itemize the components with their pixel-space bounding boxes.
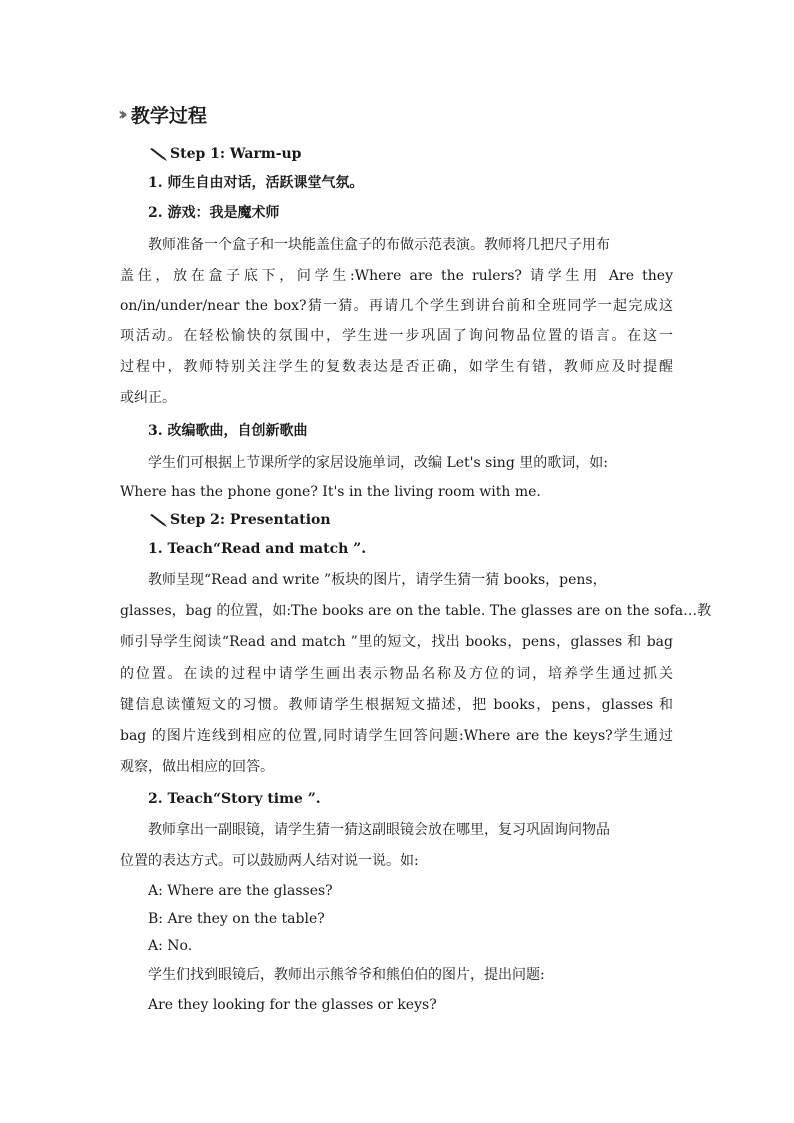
step2-para1-line7: 观察，做出相应的回答。 — [120, 759, 274, 775]
step2-para2-line2: 位置的表达方式。可以鼓励两人结对说一说。如: — [120, 853, 419, 869]
step2-heading-text: Step 2: Presentation — [170, 512, 331, 528]
step1-para1-line1: 教师准备一个盒子和一块能盖住盒子的布做示范表演。教师将几把尺子用布 — [148, 237, 610, 253]
pencil-icon — [148, 146, 168, 162]
dialog-line-2: B: Are they on the table? — [148, 911, 325, 927]
step1-item1: 1. 师生自由对话，活跃课堂气氛。 — [148, 175, 364, 191]
step2-para1-line6: bag 的图片连线到相应的位置,同时请学生回答问题:Where are the keys?学生通过 — [120, 728, 673, 744]
step2-question: Are they looking for the glasses or keys? — [148, 997, 437, 1013]
step1-para1-line6: 或纠正。 — [120, 390, 176, 406]
step2-teach1: 1. Teach“Read and match ”. — [148, 541, 367, 557]
step2-para2-line1: 教师拿出一副眼镜，请学生猜一猜这副眼镜会放在哪里，复习巩固询问物品 — [148, 822, 610, 838]
section-title — [118, 100, 207, 128]
step1-para1-line2: 盖住，放在盒子底下，问学生:Where are the rulers? 请学生用 Are they — [120, 268, 673, 284]
step1-heading — [148, 144, 301, 164]
double-chevron-icon: ›› — [118, 103, 123, 125]
step2-para1-line1: 教师呈现“Read and write ”板块的图片，请学生猜一猜 books，pens， — [148, 572, 607, 588]
pencil-icon — [148, 512, 168, 528]
step2-para1-line3: 师引导学生阅读“Read and match ”里的短文，找出 books，pens，glasses 和 bag — [120, 634, 673, 650]
dialog-line-1: A: Where are the glasses? — [148, 883, 333, 899]
step1-heading-text: Step 1: Warm-up — [170, 146, 302, 162]
step1-item2: 2. 游戏：我是魔术师 — [148, 205, 280, 221]
step2-para1-line4: 的位置。在读的过程中请学生画出表示物品名称及方位的词，培养学生通过抓关 — [120, 666, 673, 682]
step2-heading — [148, 510, 331, 530]
step1-item3: 3. 改编歌曲，自创新歌曲 — [148, 423, 308, 439]
dialog-line-3: A: No. — [148, 938, 193, 954]
step2-para3: 学生们找到眼镜后，教师出示熊爷爷和熊伯伯的图片，提出问题: — [148, 967, 545, 983]
step1-para2-line2: Where has the phone gone? It's in the living room with me. — [120, 484, 541, 500]
step1-para1-line3: on/in/under/near the box?猜一猜。再请几个学生到讲台前和全班同学一起完成这 — [120, 298, 673, 314]
section-title-text: 教学过程 — [130, 104, 207, 127]
step1-para1-line4: 项活动。在轻松愉快的氛围中，学生进一步巩固了询问物品位置的语言。在这一 — [120, 328, 673, 344]
step2-para1-line5: 键信息读懂短文的习惯。教师请学生根据短文描述，把 books，pens，glasses 和 — [120, 697, 673, 713]
step1-para2-line1: 学生们可根据上节课所学的家居设施单词，改编 Let's sing 里的歌词，如: — [148, 455, 608, 471]
step2-para1-line2: glasses，bag 的位置，如:The books are on the table. The glasses are on the sofa…教 — [120, 603, 712, 619]
step2-teach2: 2. Teach“Story time ”. — [148, 791, 321, 807]
step1-para1-line5: 过程中，教师特别关注学生的复数表达是否正确，如学生有错，教师应及时提醒 — [120, 359, 673, 375]
